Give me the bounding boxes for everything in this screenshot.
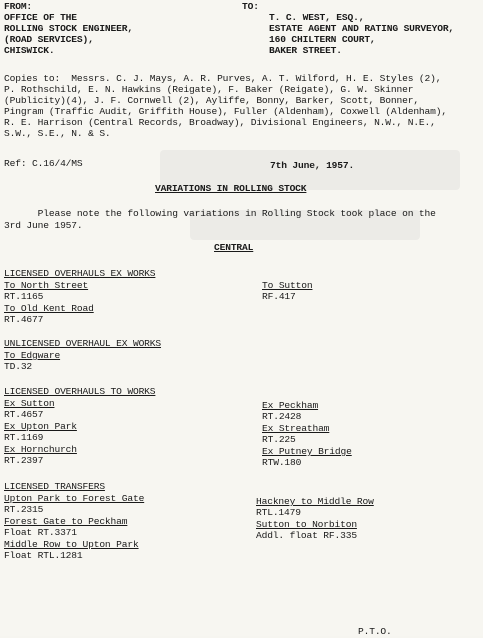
entry-value: RTL.1479 — [256, 507, 301, 518]
entry-label: To Old Kent Road — [4, 303, 94, 314]
to-line: T. C. WEST, ESQ., — [269, 12, 365, 23]
entry-label: Ex Peckham — [262, 400, 319, 411]
entry-value: RT.2428 — [262, 411, 302, 422]
entry-label: Ex Upton Park — [4, 421, 77, 432]
from-line: ROLLING STOCK ENGINEER, — [4, 23, 133, 34]
from-line: (ROAD SERVICES), — [4, 34, 94, 45]
entry-label: To Sutton — [262, 280, 313, 291]
entry-label: Ex Putney Bridge — [262, 446, 352, 457]
group-heading: UNLICENSED OVERHAUL EX WORKS — [4, 338, 162, 349]
from-label: FROM: — [4, 1, 33, 12]
group-heading: LICENSED TRANSFERS — [4, 481, 105, 492]
to-label: TO: — [242, 1, 259, 12]
reference: Ref: C.16/4/MS — [4, 158, 83, 169]
copies-line: Pingram (Traffic Audit, Griffith House), Fuller (Aldenham), Coxwell (Aldenham), — [4, 106, 447, 117]
entry-value: Float RTL.1281 — [4, 550, 83, 561]
entry-label: Ex Sutton — [4, 398, 55, 409]
section-heading: CENTRAL — [214, 242, 254, 253]
group-heading: LICENSED OVERHAULS TO WORKS — [4, 386, 156, 397]
entry-label: Sutton to Norbiton — [256, 519, 357, 530]
entry-value: RTW.180 — [262, 457, 302, 468]
from-line: CHISWICK. — [4, 45, 55, 56]
from-line: OFFICE OF THE — [4, 12, 77, 23]
entry-value: RT.1165 — [4, 291, 44, 302]
entry-label: To Edgware — [4, 350, 61, 361]
entry-label: Ex Streatham — [262, 423, 330, 434]
entry-label: Ex Hornchurch — [4, 444, 77, 455]
entry-label: Middle Row to Upton Park — [4, 539, 139, 550]
copies-line: (Publicity)(4), J. F. Cornwell (2), Ayliffe, Bonny, Barker, Scott, Bonner, — [4, 95, 419, 106]
intro-line: 3rd June 1957. — [4, 220, 83, 231]
entry-value: RT.4677 — [4, 314, 44, 325]
entry-value: RF.417 — [262, 291, 296, 302]
intro-line: Please note the following variations in Rolling Stock took place on the — [4, 208, 436, 219]
to-line: BAKER STREET. — [269, 45, 342, 56]
entry-value: Addl. float RF.335 — [256, 530, 357, 541]
copies-line: S.W., S.E., N. & S. — [4, 128, 111, 139]
to-line: ESTATE AGENT AND RATING SURVEYOR, — [269, 23, 455, 34]
entry-value: RT.2315 — [4, 504, 44, 515]
copies-line: P. Rothschild, E. N. Hawkins (Reigate), F. Baker (Reigate), G. W. Skinner — [4, 84, 414, 95]
date: 7th June, 1957. — [270, 160, 355, 171]
entry-value: RT.1169 — [4, 432, 44, 443]
entry-value: RT.4657 — [4, 409, 44, 420]
to-line: 160 CHILTERN COURT, — [269, 34, 376, 45]
copies-line: R. E. Harrison (Central Records, Broadway), Divisional Engineers, N.W., N.E., — [4, 117, 436, 128]
document-title: VARIATIONS IN ROLLING STOCK — [155, 183, 307, 194]
entry-label: To North Street — [4, 280, 89, 291]
copies-line: Copies to: Messrs. C. J. Mays, A. R. Purves, A. T. Wilford, H. E. Styles (2), — [4, 73, 442, 84]
entry-label: Forest Gate to Peckham — [4, 516, 128, 527]
entry-value: RT.225 — [262, 434, 296, 445]
entry-value: TD.32 — [4, 361, 33, 372]
entry-label: Upton Park to Forest Gate — [4, 493, 145, 504]
entry-label: Hackney to Middle Row — [256, 496, 374, 507]
page-turn-note: P.T.O. — [358, 626, 392, 637]
entry-value: RT.2397 — [4, 455, 44, 466]
group-heading: LICENSED OVERHAULS EX WORKS — [4, 268, 156, 279]
entry-value: Float RT.3371 — [4, 527, 77, 538]
